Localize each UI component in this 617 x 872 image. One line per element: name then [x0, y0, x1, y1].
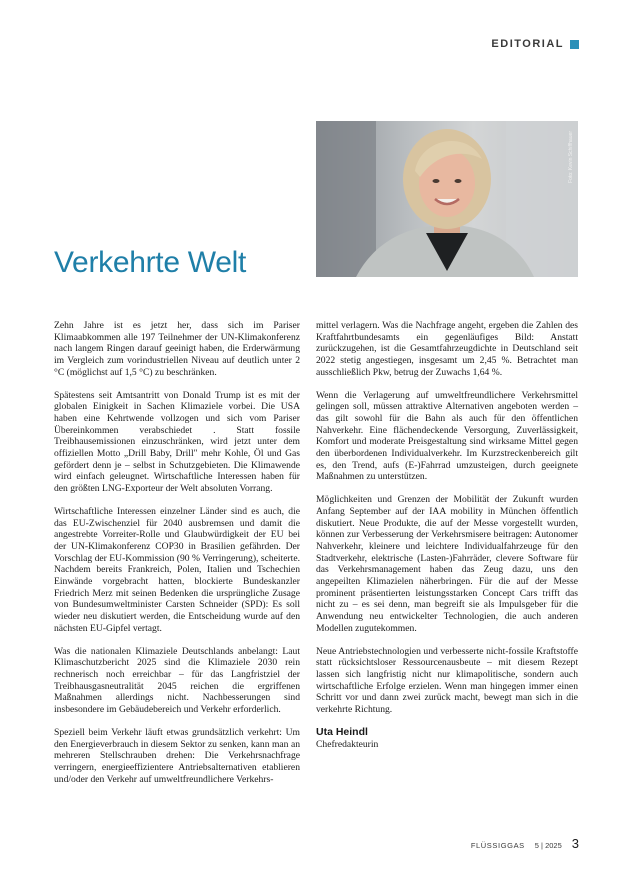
- paragraph: Möglichkeiten und Grenzen der Mobilität der Zukunft wurden Anfang September auf der IAA mobility in München öffentlich diskutiert. Neue Produkte, die auf der Messe vorgestellt wurden, können zur Verbesserung der Verkehrsmisere beitragen: Autonomer Nahverkehr, kleinere und leichtere Individualfahrzeuge für den Stadtverkehr, elektrische (Lasten-)Fahrräder, clevere Software für das Verkehrsmanagement haben das Zeug dazu, uns den angepeilten Klimazielen näherbringen. Für die auf der Messe prominent präsentierten leistungsstarken Concept Cars trifft das nicht zu – es sei denn, man begreift sie als Impulsgeber für die Anwendung neu entwickelter Technologien, die auch anderen Modellen zugutekommen.: [316, 494, 578, 634]
- portrait-illustration: [316, 121, 578, 277]
- author-name: Uta Heindl: [316, 725, 368, 738]
- article-title: Verkehrte Welt: [54, 246, 247, 279]
- page-number: 3: [571, 836, 579, 851]
- paragraph: Zehn Jahre ist es jetzt her, dass sich im Pariser Klimaabkommen alle 197 Teilnehmer der UN-Klimakonferenz nach langem Ringen darauf geeinigt haben, die Erderwärmung im Vergleich zum vorindustriellen Niveau auf deutlich unter 2 °C (möglichst auf 1,5 °C) zu beschränken.: [54, 320, 300, 378]
- section-label: [491, 38, 579, 50]
- paragraph: Was die nationalen Klimaziele Deutschlands anbelangt: Laut Klimaschutzbericht 2025 sind die Klimaziele 2030 rein rechnerisch noch erreichbar – für das Langfristziel der Treibhausgasneutralität 2045 reichen die ergriffenen Maßnahmen allerdings nicht. Nachbesserungen sind insbesondere im Gebäudebereich und Verkehr erforderlich.: [54, 645, 300, 716]
- paragraph: Spätestens seit Amtsantritt von Donald Trump ist es mit der globalen Einigkeit in Sachen Klimaziele vorbei. Die USA haben eine Kehrtwende vollzogen und sich vom Pariser Übereinkommen verabschiedet . Statt fossile Treibhausemissionen einzuschränken, wird jetzt unter dem offiziellen Motto „Drill Baby, Drill" mehr Kohle, Öl und Gas gefördert denn je – selbst in Schutzgebieten. Die Klimawende wird einfach geleugnet. Wirtschaftliche Interessen haben für den größten LNG-Exporteur der Welt absoluten Vorrang.: [54, 389, 300, 495]
- photo-credit: Foto: Kevin Schiffhauer: [568, 131, 574, 183]
- section-name: EDITORIAL: [491, 38, 564, 50]
- page-footer: [471, 836, 579, 851]
- paragraph: Speziell beim Verkehr läuft etwas grundsätzlich verkehrt: Um den Energieverbrauch in diesem Sektor zu senken, kann man an mehreren Stellschrauben drehen: Die Verkehrsnachfrage verringern, energieeffizientere Antriebsalternativen etablieren und/oder den Verkehr auf umweltfreundlichere Verkehrs-: [54, 726, 300, 785]
- paragraph: Wenn die Verlagerung auf umweltfreundlichere Verkehrsmittel gelingen soll, müssen attraktive Alternativen angeboten werden – das gilt sowohl für die Bahn als auch für den öffentlichen Nahverkehr. Eine flächendeckende Versorgung, Zuverlässigkeit, Komfort und moderate Preisgestaltung sind wirksame Mittel gegen den überbordenen Individualverkehr. Im Kurzstreckenbereich gilt es, den Trend, aufs (E-)Fahrrad umzusteigen, durch geeignete Maßnahmen zu unterstützen.: [316, 389, 578, 483]
- magazine-name: FLÜSSIGGAS: [470, 841, 525, 850]
- left-column: [54, 320, 300, 796]
- paragraph: Neue Antriebstechnologien und verbesserte nicht-fossile Kraftstoffe statt rücksichtsloser Ressourcenausbeute – mit diesem Rezept lassen sich langfristig nicht nur klimapolitische, sondern auch wirtschaftliche Erfolge erzielen. Wenn man hingegen immer einen Schritt vor und dann zwei zurück macht, bewegt man sich in die verkehrte Richtung.: [316, 645, 578, 716]
- paragraph: Wirtschaftliche Interessen einzelner Länder sind es auch, die das EU-Zwischenziel für 2040 ausbremsen und damit die angestrebte Vorreiter-Rolle und Glaubwürdigkeit der EU bei der UN-Klimakonferenz COP30 in Brasilien gefährden. Der Vorschlag der EU-Kommission (90 % Verringerung), scheiterte. Nachdem bereits Frankreich, Polen, Italien und Tschechien Einwände vorgebracht hatten, blockierte Bundeskanzler Friedrich Merz mit seinen Bedenken die ursprüngliche Zusage von Bundesumweltminister Carsten Schneider (SPD): Es soll wieder neu diskutiert werden, die Entscheidung wurde auf den nächsten EU-Gipfel vertagt.: [54, 505, 300, 634]
- paragraph: mittel verlagern. Was die Nachfrage angeht, ergeben die Zahlen des Kraftfahrtbundesamts ein gegenläufiges Bild: Anstatt zurückzugehen, ist die Gesamtfahrzeugdichte in Deutschland seit 2022 stetig angestiegen, insgesamt um 2,45 %. Betrachtet man ausschließlich Pkw, betrug der Zuwachs 1,64 %.: [316, 320, 578, 378]
- author-photo: [316, 121, 578, 277]
- section-accent-square: [570, 40, 579, 49]
- issue-number: 5 | 2025: [534, 841, 562, 850]
- right-column: [316, 320, 578, 750]
- author-role: Chefredakteurin: [316, 738, 379, 750]
